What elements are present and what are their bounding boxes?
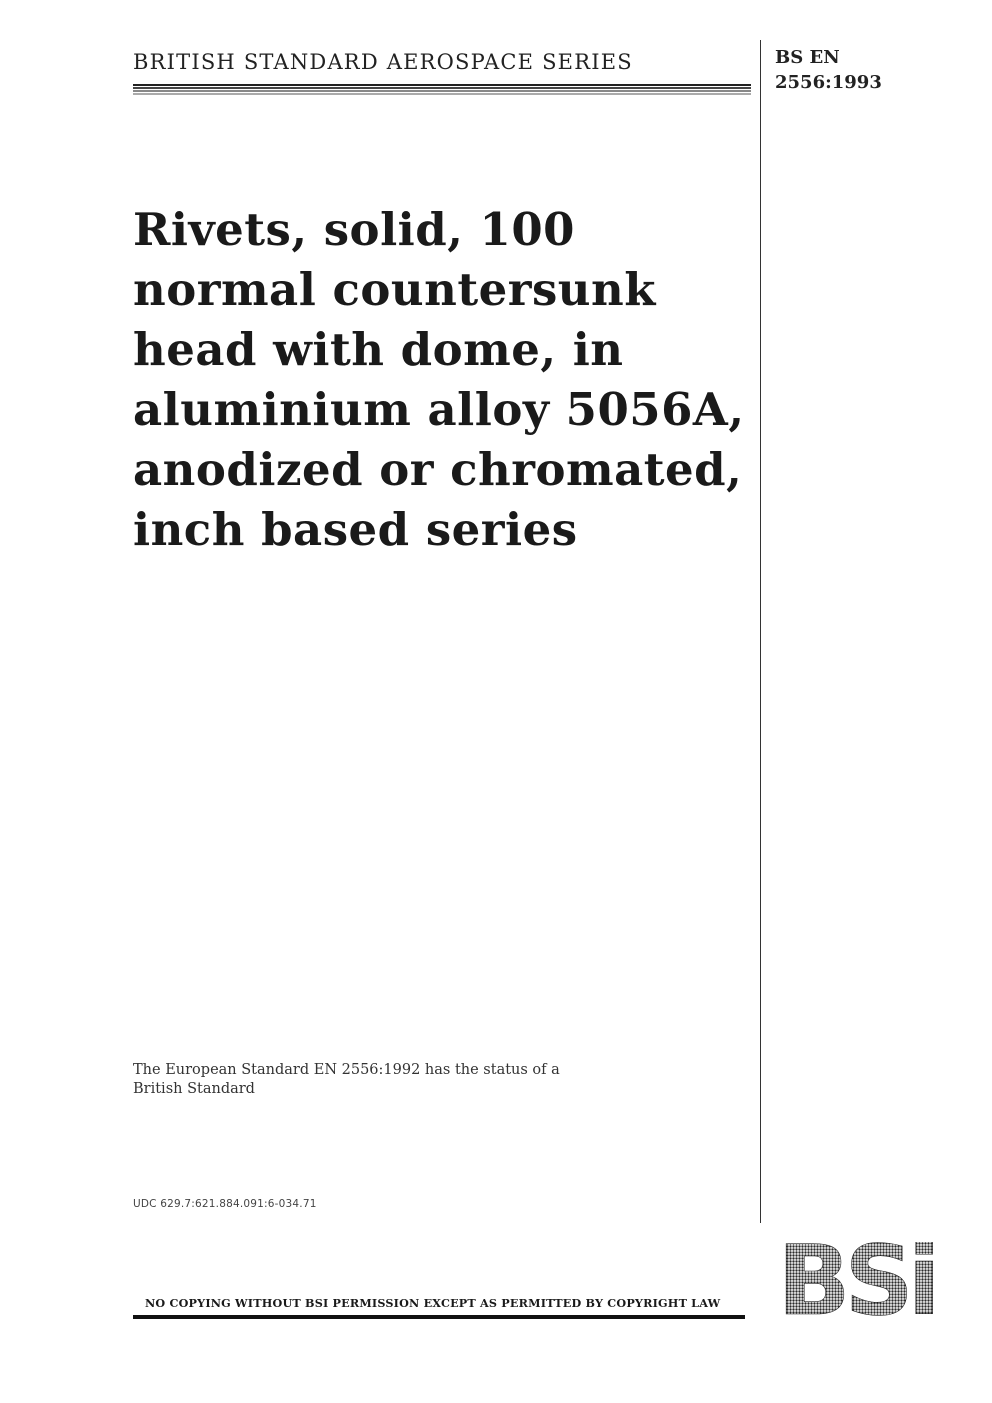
status-note-line: British Standard [133,1081,255,1097]
title-line: normal countersunk [133,263,656,316]
footer-rule [133,1315,745,1319]
header-rule [133,84,751,96]
vertical-divider [760,40,761,1223]
title-line: head with dome, in [133,323,624,376]
udc-code: UDC 629.7:621.884.091:6-034.71 [133,1198,317,1210]
header-rule-line [133,87,751,89]
status-note [133,1061,653,1099]
title-line: aluminium alloy 5056A, [133,383,745,436]
standard-number-line: 2556:1993 [775,72,882,93]
standard-number-line: BS EN [775,47,840,68]
copyright-notice: NO COPYING WITHOUT BSI PERMISSION EXCEPT AS PERMITTED BY COPYRIGHT LAW [145,1296,721,1310]
status-note-line: The European Standard EN 2556:1992 has the status of a [133,1062,560,1078]
bsi-logo-text: BSi [777,1242,935,1322]
standard-number [775,45,882,95]
header-rule-line [133,93,751,95]
series-header: BRITISH STANDARD AEROSPACE SERIES [133,50,633,74]
header-rule-line [133,84,751,86]
header-rule-line [133,90,751,92]
title-line: inch based series [133,503,578,556]
title-line: Rivets, solid, 100 [133,203,575,256]
title-line: anodized or chromated, [133,443,743,496]
bsi-logo [768,1242,944,1322]
document-title [133,200,753,560]
